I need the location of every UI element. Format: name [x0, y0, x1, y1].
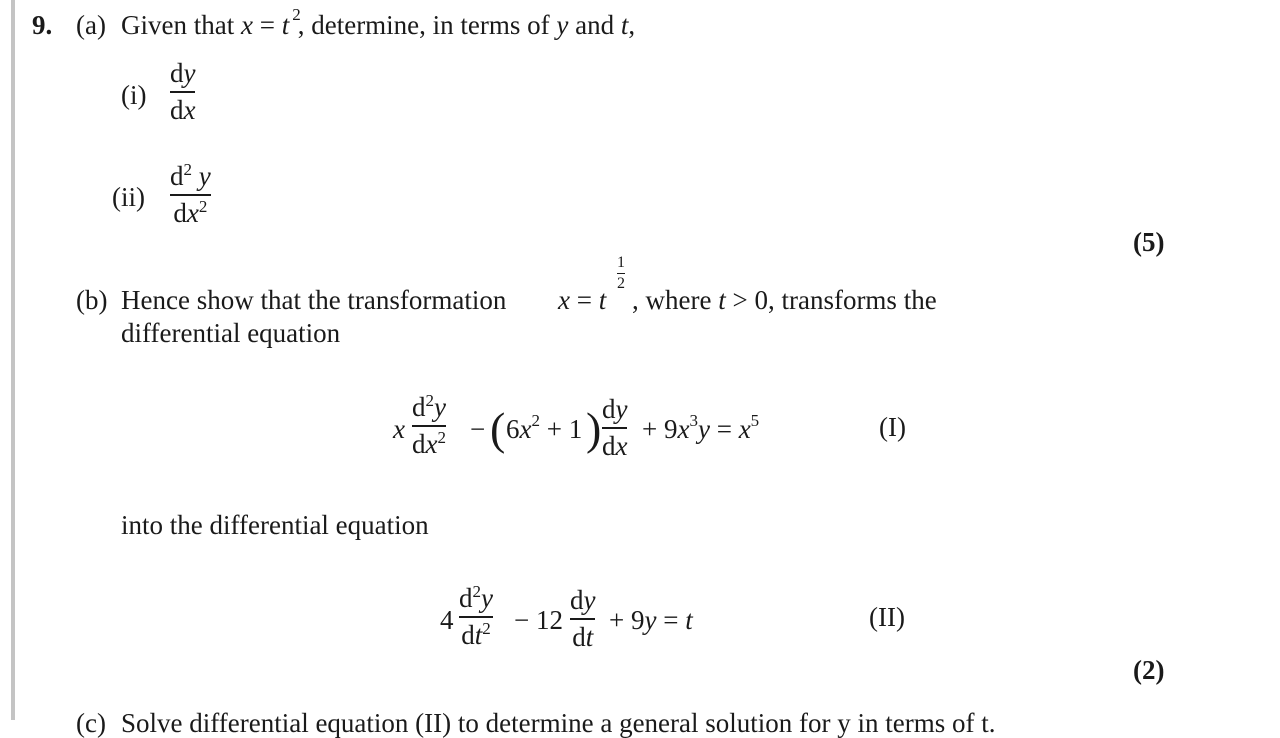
part-a-given-text: Given that: [121, 10, 235, 40]
part-a-statement: Given that x = t $^2$, determine, in terms of y and t,: [121, 5, 636, 40]
sub-i-label: (i): [121, 80, 147, 110]
part-a-end-text: ,: [628, 10, 636, 40]
part-b-line2: differential equation: [121, 318, 341, 348]
part-b-transforms-text: , transforms the: [767, 285, 937, 315]
part-a-and-text: and: [575, 10, 615, 40]
part-b-show-text: Hence show that the transformation: [121, 285, 507, 315]
part-c-label: (c): [76, 708, 106, 738]
eq1-dy-dx-fraction: dy dx: [602, 394, 628, 461]
eq1-right-paren: ): [586, 403, 602, 454]
part-c-text: Solve differential equation (II) to determine a general solution for y in terms of t.: [121, 708, 996, 738]
marks-part-b: (2): [1133, 655, 1165, 685]
eq1-tag: (I): [879, 412, 906, 442]
question-number: 9.: [32, 10, 53, 40]
part-b-statement: [121, 287, 506, 314]
eq1-left-paren: (: [490, 403, 506, 454]
eq2-d2y-dt2-fraction: $d^2y$ $dt^2$: [459, 582, 493, 650]
part-b-where-clause: , where t > 0, transforms the: [632, 285, 937, 315]
eq1-d2y-dx2-fraction: $d^2y$ $dx^2$: [412, 391, 446, 459]
eq2-minus-12: − 12: [514, 605, 563, 635]
dy-dx-fraction: dy dx: [170, 58, 196, 125]
d2y-dx2-fraction: $d^2$ y $dx^2$: [170, 160, 211, 228]
eq2-dy-dt-fraction: dy dt: [570, 585, 596, 652]
part-a-determine-text: , determine, in terms of: [297, 10, 550, 40]
sub-ii-label: (ii): [112, 182, 145, 212]
eq2-coefficient-4: 4: [440, 605, 454, 635]
part-b-into-text: into the differential equation: [121, 510, 429, 540]
eq1-inner-expression: $6x^2 + 1$: [506, 411, 583, 444]
eq1-rest: + $9x^3y = x^5$: [642, 411, 760, 444]
eq1-x: x: [393, 414, 405, 444]
part-a-label: (a): [76, 10, 106, 40]
part-b-label: (b): [76, 285, 108, 315]
part-b-where-text: , where: [632, 285, 712, 315]
eq2-tag: (II): [869, 602, 905, 632]
half-exponent-fraction: 1 2: [617, 254, 625, 292]
marks-part-a: (5): [1133, 227, 1165, 257]
left-margin-bar: [11, 0, 15, 720]
eq1-minus: −: [470, 414, 486, 444]
eq2-rest: + 9y = t: [609, 605, 693, 635]
transformation-expression: x = t: [558, 285, 607, 315]
